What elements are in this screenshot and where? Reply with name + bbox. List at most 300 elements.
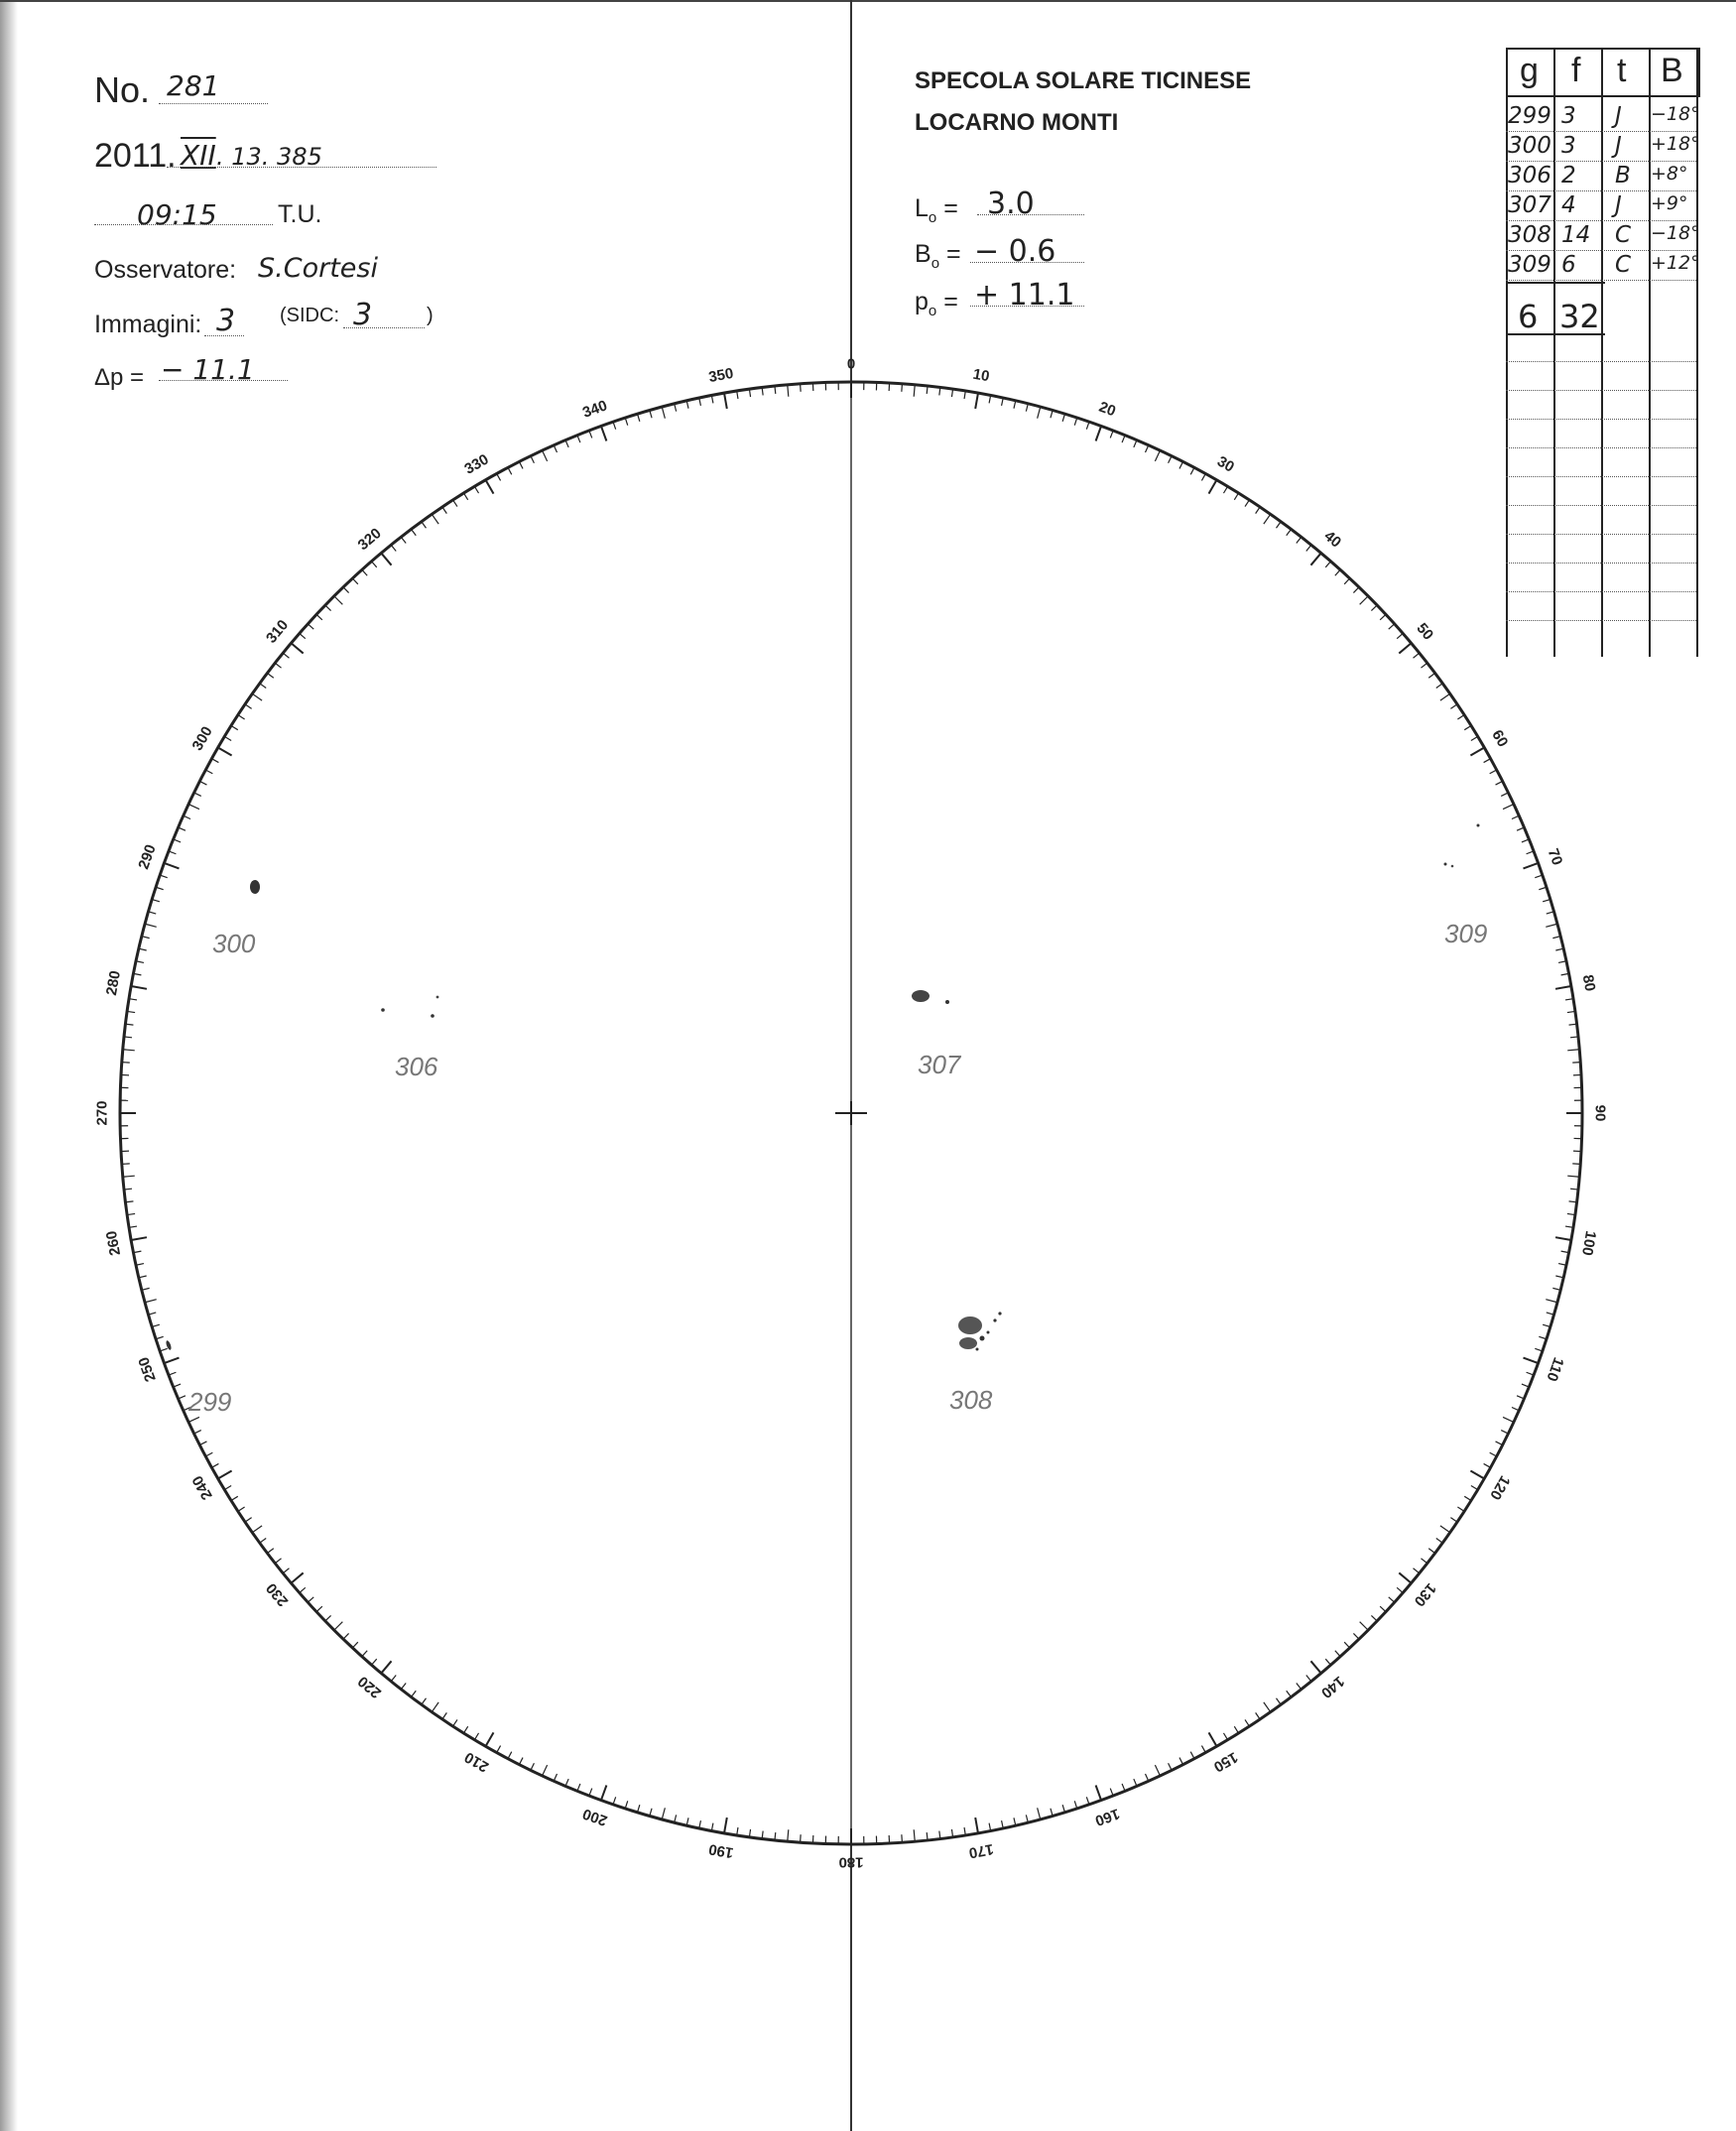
limb-tick	[218, 1471, 232, 1479]
limb-tick	[1450, 704, 1457, 708]
limb-tick	[1428, 1549, 1434, 1554]
limb-tick	[1490, 770, 1497, 774]
table-cell: C	[1615, 222, 1632, 248]
limb-tick	[300, 633, 306, 638]
limb-tick	[371, 562, 376, 567]
limb-tick	[662, 1808, 665, 1819]
limb-tick	[1380, 614, 1386, 619]
limb-tick	[124, 1189, 132, 1190]
p0-equals: =	[936, 288, 958, 315]
limb-tick-label: 180	[838, 1853, 864, 1871]
limb-tick	[788, 385, 789, 397]
limb-tick	[252, 1526, 262, 1533]
group-label-307: 307	[918, 1050, 961, 1079]
limb-tick	[497, 473, 501, 480]
limb-tick	[1134, 440, 1137, 447]
p0-subscript: o	[928, 303, 937, 319]
limb-tick	[174, 839, 181, 842]
limb-tick	[1457, 715, 1464, 719]
limb-tick	[1256, 1712, 1260, 1719]
limb-tick	[724, 393, 727, 409]
sunspot	[436, 996, 439, 999]
limb-tick-label: 220	[354, 1672, 385, 1701]
sunspot	[976, 1348, 979, 1351]
images-label: Immagini:	[94, 311, 202, 338]
limb-tick	[245, 704, 252, 708]
limb-tick	[1517, 827, 1524, 830]
date-month: XII	[181, 139, 216, 172]
table-cell: 299	[1508, 103, 1551, 129]
limb-tick	[1096, 426, 1101, 440]
limb-tick	[788, 1829, 789, 1841]
limb-tick	[381, 1661, 391, 1673]
limb-tick	[291, 1572, 303, 1582]
limb-tick	[1484, 759, 1491, 763]
limb-tick	[267, 1549, 273, 1554]
limb-tick	[1179, 461, 1183, 468]
limb-tick	[188, 805, 199, 810]
limb-tick	[145, 924, 157, 927]
limb-tick	[1179, 1758, 1183, 1765]
limb-tick	[411, 529, 416, 535]
limb-tick	[1484, 1463, 1491, 1467]
table-cell: 306	[1508, 163, 1551, 188]
limb-tick-label: 330	[461, 450, 492, 478]
limb-tick	[1503, 1417, 1514, 1422]
limb-tick	[194, 1431, 201, 1435]
limb-tick	[531, 456, 535, 463]
limb-tick-label: 340	[580, 397, 610, 422]
observer-value: S.Cortesi	[258, 253, 378, 284]
limb-tick	[1245, 1719, 1249, 1726]
limb-tick	[252, 693, 262, 700]
limb-tick	[1470, 1471, 1484, 1479]
limb-tick	[334, 596, 342, 604]
limb-tick	[1421, 1559, 1426, 1564]
limb-tick	[1335, 569, 1340, 575]
limb-tick-label: 350	[707, 364, 735, 387]
limb-tick	[1389, 1597, 1395, 1602]
limb-tick	[352, 1642, 357, 1648]
limb-tick	[1360, 596, 1368, 604]
sunspot-group-300	[250, 880, 260, 894]
limb-tick	[245, 1518, 252, 1522]
limb-tick	[1555, 1237, 1571, 1240]
limb-tick	[1436, 1538, 1442, 1543]
limb-tick	[1306, 545, 1311, 551]
limb-tick	[543, 450, 548, 461]
limb-tick	[1122, 436, 1125, 442]
b0-value: − 0.6	[974, 234, 1056, 269]
limb-tick	[432, 1702, 438, 1712]
limb-tick	[1335, 1651, 1340, 1657]
limb-tick	[497, 1746, 501, 1753]
limb-tick-label: 310	[263, 616, 293, 647]
limb-tick	[1201, 473, 1205, 480]
limb-tick-label: 170	[967, 1839, 995, 1862]
limb-tick	[411, 1691, 416, 1696]
limb-tick	[1440, 1526, 1450, 1533]
table-cell: 14	[1561, 222, 1591, 248]
limb-tick	[519, 461, 523, 468]
limb-tick	[577, 436, 580, 442]
b0-subscript: o	[930, 255, 940, 272]
table-cell: +8°	[1651, 163, 1688, 185]
table-cell: +12°	[1651, 252, 1700, 274]
sunspot	[1444, 863, 1447, 866]
limb-tick	[453, 500, 457, 507]
limb-tick	[474, 1733, 478, 1740]
observatory-location: LOCARNO MONTI	[915, 109, 1119, 136]
group-label-306: 306	[395, 1052, 438, 1081]
limb-tick	[231, 1496, 238, 1500]
limb-tick	[1169, 1763, 1173, 1770]
limb-tick	[1209, 1732, 1217, 1746]
drawing-number-label: No.	[94, 69, 151, 110]
limb-tick	[1414, 653, 1420, 658]
limb-tick	[565, 440, 568, 447]
limb-tick-label: 70	[1544, 846, 1566, 868]
table-cell: +18°	[1651, 133, 1700, 155]
limb-tick	[179, 1396, 186, 1399]
limb-tick	[352, 578, 357, 584]
limb-tick	[902, 1834, 903, 1842]
limb-tick	[1223, 1733, 1227, 1740]
limb-tick	[224, 736, 231, 740]
limb-tick	[169, 851, 176, 854]
table-header-f: f	[1571, 52, 1581, 89]
table-header-g: g	[1520, 52, 1539, 89]
limb-tick-label: 90	[1591, 1104, 1609, 1122]
limb-tick	[1397, 1587, 1403, 1592]
limb-tick	[131, 986, 147, 989]
limb-tick	[975, 1818, 978, 1833]
limb-tick	[1457, 1507, 1464, 1511]
limb-tick	[1470, 748, 1484, 756]
limb-tick	[123, 1050, 135, 1051]
limb-tick	[474, 486, 478, 493]
limb-tick	[1471, 736, 1478, 740]
limb-tick	[1428, 673, 1434, 678]
limb-tick	[1325, 562, 1330, 567]
limb-tick	[577, 1784, 580, 1791]
limb-tick	[1155, 1765, 1160, 1776]
limb-tick	[1344, 578, 1349, 584]
limb-tick	[1399, 643, 1411, 653]
limb-tick	[1234, 1726, 1238, 1733]
limb-tick	[123, 1176, 135, 1177]
limb-tick-label: 150	[1210, 1748, 1241, 1776]
limb-tick-label: 190	[707, 1839, 735, 1862]
limb-tick	[1287, 1691, 1292, 1696]
limb-tick	[1464, 725, 1471, 729]
limb-tick	[589, 431, 592, 438]
limb-tick-label: 120	[1486, 1472, 1514, 1503]
group-label-300: 300	[212, 929, 256, 958]
limb-tick	[1572, 1164, 1580, 1165]
limb-tick	[401, 1683, 406, 1689]
limb-tick	[1570, 1189, 1578, 1190]
limb-tick	[1512, 815, 1519, 818]
limb-tick	[463, 493, 467, 500]
table-cell: 3	[1561, 133, 1576, 159]
sidc-label: (SIDC:	[280, 305, 339, 326]
limb-tick	[1146, 1774, 1149, 1781]
table-cell: J	[1615, 133, 1622, 159]
limb-tick	[283, 1568, 289, 1573]
limb-tick	[1522, 839, 1529, 842]
limb-tick	[316, 1606, 322, 1611]
sunspot	[945, 1000, 949, 1004]
limb-tick	[1546, 1300, 1557, 1303]
limb-tick	[1190, 467, 1194, 474]
limb-tick	[519, 1758, 523, 1765]
sunspot-group-306	[381, 996, 438, 1018]
limb-tick	[362, 1651, 367, 1657]
limb-tick	[543, 1765, 548, 1776]
limb-tick	[343, 1633, 349, 1639]
l0-value: 3.0	[987, 187, 1035, 221]
limb-tick	[169, 1372, 176, 1375]
sunspot	[958, 1316, 982, 1334]
p0-symbol: p	[915, 288, 929, 315]
limb-tick	[453, 1719, 457, 1726]
sidc-close: )	[427, 305, 434, 326]
limb-tick	[1496, 1442, 1503, 1445]
drawing-number-value: 281	[167, 69, 220, 102]
limb-tick-label: 130	[1410, 1579, 1439, 1610]
limb-tick	[1360, 1622, 1368, 1630]
limb-tick	[589, 1789, 592, 1796]
limb-tick	[1297, 1683, 1302, 1689]
limb-tick	[422, 1698, 427, 1704]
delta-p-label: Δp =	[94, 364, 145, 391]
table-cell: 6	[1561, 252, 1576, 278]
limb-tick-label: 20	[1096, 398, 1118, 421]
limb-tick	[1440, 693, 1450, 700]
limb-tick	[291, 643, 303, 653]
limb-tick	[1306, 1676, 1311, 1682]
sunspot	[980, 1336, 985, 1341]
table-cell: 309	[1508, 252, 1551, 278]
limb-tick-label: 50	[1413, 619, 1437, 644]
limb-tick	[601, 1786, 606, 1801]
table-cell: +9°	[1651, 192, 1688, 214]
limb-tick	[1310, 553, 1320, 564]
table-header-b: B	[1661, 52, 1683, 89]
limb-tick	[1110, 1789, 1113, 1796]
limb-tick	[486, 480, 494, 494]
sunspot-group-307	[912, 990, 949, 1004]
limb-tick	[1276, 1698, 1281, 1704]
sunspot	[993, 1318, 996, 1321]
sunspot	[912, 990, 930, 1002]
table-cell: C	[1615, 252, 1632, 278]
limb-tick	[199, 781, 206, 785]
limb-tick	[131, 1237, 147, 1240]
limb-tick	[1264, 1702, 1271, 1712]
limb-tick	[300, 1587, 306, 1592]
limb-tick	[1325, 1659, 1330, 1665]
limb-tick	[1371, 1615, 1377, 1621]
table-cell: 2	[1561, 163, 1576, 188]
limb-tick	[1546, 924, 1557, 927]
table-cell: 308	[1508, 222, 1551, 248]
limb-tick	[1353, 587, 1359, 593]
limb-tick	[1245, 500, 1249, 507]
limb-tick	[1209, 480, 1217, 494]
l0-subscript: o	[928, 209, 937, 226]
limb-tick	[308, 1597, 313, 1602]
sunspot-group-309	[1444, 824, 1480, 868]
sunspot	[959, 1337, 977, 1349]
limb-tick	[371, 1659, 376, 1665]
date-day-fraction: . 13. 385	[216, 143, 322, 171]
table-header-t: t	[1617, 52, 1627, 89]
limb-tick	[914, 1829, 915, 1841]
limb-tick	[1264, 514, 1271, 524]
limb-tick	[1527, 1372, 1534, 1375]
table-cell: −18°	[1651, 222, 1700, 244]
limb-tick	[508, 467, 512, 474]
group-label-308: 308	[949, 1385, 993, 1415]
limb-tick	[531, 1763, 535, 1770]
limb-tick	[145, 1300, 157, 1303]
limb-tick	[122, 1063, 130, 1064]
limb-tick	[1169, 456, 1173, 463]
limb-tick	[391, 1676, 396, 1682]
limb-tick	[442, 507, 446, 514]
limb-tick	[179, 827, 186, 830]
limb-tick	[1201, 1746, 1205, 1753]
limb-tick	[927, 1832, 928, 1840]
limb-tick	[275, 663, 281, 668]
limb-tick	[1134, 1779, 1137, 1786]
limb-tick	[1524, 863, 1539, 868]
total-groups: 6	[1518, 298, 1539, 335]
limb-tick	[486, 1732, 494, 1746]
limb-tick	[308, 624, 313, 629]
sidc-value: 3	[353, 298, 373, 332]
table-cell: 300	[1508, 133, 1551, 159]
limb-tick	[1496, 781, 1503, 785]
limb-tick	[442, 1712, 446, 1719]
limb-tick	[122, 1164, 130, 1165]
limb-tick	[927, 386, 928, 394]
limb-tick	[1436, 684, 1442, 689]
limb-tick	[1146, 445, 1149, 452]
limb-tick	[124, 1037, 132, 1038]
limb-tick	[724, 1818, 727, 1833]
limb-tick	[199, 1442, 206, 1445]
limb-tick	[1353, 1633, 1359, 1639]
limb-tick	[565, 1779, 568, 1786]
limb-tick	[1555, 986, 1571, 989]
table-cell: 307	[1508, 192, 1551, 218]
images-value: 3	[216, 304, 236, 338]
limb-tick	[316, 614, 322, 619]
limb-tick	[463, 1726, 467, 1733]
limb-tick	[1122, 1784, 1125, 1791]
total-spots: 32	[1559, 298, 1600, 335]
limb-tick	[975, 393, 978, 409]
limb-tick-label: 60	[1488, 727, 1512, 750]
sunspot	[250, 880, 260, 894]
limb-tick-label: 240	[188, 1472, 216, 1503]
limb-tick	[1287, 529, 1292, 535]
limb-tick	[1380, 1606, 1386, 1611]
limb-tick	[1256, 507, 1260, 514]
table-cell: 4	[1561, 192, 1576, 218]
limb-tick	[1310, 1661, 1320, 1673]
observer-label: Osservatore:	[94, 256, 237, 284]
limb-tick	[224, 1485, 231, 1489]
limb-tick-label: 290	[135, 842, 160, 872]
limb-tick-label: 280	[102, 969, 125, 997]
table-cell: J	[1615, 103, 1622, 129]
time-unit: T.U.	[278, 200, 322, 228]
limb-tick	[283, 653, 289, 658]
limb-tick-label: 300	[188, 723, 216, 754]
limb-tick	[325, 1615, 331, 1621]
group-label-309: 309	[1444, 919, 1488, 948]
limb-tick	[1297, 537, 1302, 543]
limb-tick	[1490, 1452, 1497, 1456]
table-cell: −18°	[1651, 103, 1700, 125]
limb-tick	[325, 605, 331, 611]
limb-tick	[260, 1538, 266, 1543]
b0-equals: =	[939, 240, 961, 268]
limb-tick	[184, 815, 190, 818]
limb-tick	[1223, 486, 1227, 493]
limb-tick	[1503, 805, 1514, 810]
limb-tick	[1517, 1396, 1524, 1399]
observatory-name: SPECOLA SOLARE TICINESE	[915, 67, 1252, 94]
limb-tick-label: 250	[135, 1354, 160, 1384]
l0-equals: =	[936, 194, 958, 222]
limb-tick	[1522, 1384, 1529, 1387]
limb-tick	[432, 514, 438, 524]
sunspot	[431, 1014, 434, 1018]
limb-tick	[238, 715, 245, 719]
limb-tick	[238, 1507, 245, 1511]
limb-tick	[334, 1622, 342, 1630]
limb-tick	[1096, 1786, 1101, 1801]
limb-tick	[1234, 493, 1238, 500]
limb-tick	[1567, 1050, 1579, 1051]
limb-tick	[1501, 1431, 1508, 1435]
limb-tick	[391, 545, 396, 551]
time-value: 09:15	[137, 198, 217, 231]
limb-tick	[775, 386, 776, 394]
limb-tick-label: 200	[580, 1805, 610, 1829]
date-prefix: 2011.	[94, 137, 177, 175]
limb-tick-label: 160	[1092, 1805, 1122, 1829]
limb-tick	[362, 569, 367, 575]
limb-tick	[1155, 450, 1160, 461]
limb-tick-label: 40	[1320, 527, 1345, 552]
limb-tick-label: 230	[263, 1579, 293, 1610]
limb-tick-label: 110	[1543, 1354, 1567, 1384]
limb-tick-label: 140	[1317, 1672, 1348, 1701]
limb-tick	[1450, 1518, 1457, 1522]
delta-p-value: − 11.1	[161, 353, 255, 386]
limb-tick	[422, 522, 427, 528]
table-cell: 3	[1561, 103, 1576, 129]
limb-tick	[1471, 1485, 1478, 1489]
limb-tick-label: 100	[1577, 1229, 1600, 1257]
limb-tick	[801, 384, 802, 392]
